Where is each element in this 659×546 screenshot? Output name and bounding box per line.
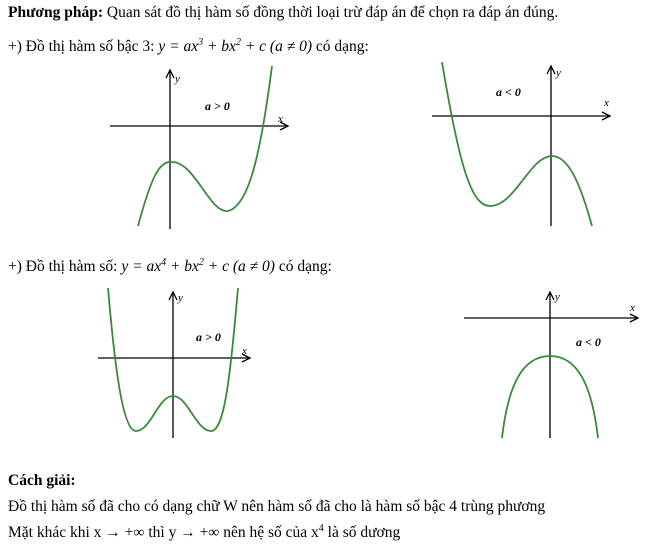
quartic-exp-4: 4 [161, 257, 167, 268]
cubic-exp-2: 2 [235, 37, 241, 48]
quartic-graph-negative [460, 286, 650, 446]
solution-line-2-end: là số dương [323, 524, 401, 541]
y-label: y [555, 291, 560, 303]
method-text: Quan sát đồ thị hàm số đồng thời loại trừ đáp án để chọn ra đáp án đúng. [103, 4, 559, 21]
solution-exp-4: 4 [318, 523, 324, 534]
solution-line-2 [8, 524, 400, 542]
cubic-exp-3: 3 [198, 37, 204, 48]
quartic-formula-part: + bx [166, 258, 199, 275]
quartic-formula [121, 258, 275, 275]
condition-label: a < 0 [576, 335, 601, 349]
y-label: y [556, 67, 561, 79]
quartic-formula-part: + c (a ≠ 0) [203, 258, 275, 275]
condition-label: a < 0 [496, 85, 521, 99]
cubic-intro: +) Đồ thị hàm số bậc 3: [8, 38, 155, 55]
cubic-graph-negative [430, 60, 630, 230]
method-line [8, 4, 558, 22]
condition-label: a > 0 [196, 330, 221, 344]
quartic-intro: +) Đồ thị hàm số: [8, 258, 118, 275]
y-label: y [178, 292, 183, 304]
solution-line-2-text: Mặt khác khi x → +∞ thì y → +∞ nên hệ số của x [8, 524, 319, 541]
cubic-graph-positive [100, 64, 300, 234]
cubic-formula-part: + bx [203, 38, 236, 55]
quartic-intro-line [8, 258, 332, 276]
x-label: x [630, 302, 635, 314]
x-label: x [604, 97, 609, 109]
quartic-suffix: có dạng: [274, 258, 332, 275]
cubic-suffix: có dạng: [311, 38, 369, 55]
solution-line-1: Đồ thị hàm số đã cho có dạng chữ W nên hàm số đã cho là hàm số bậc 4 trùng phương [8, 498, 546, 515]
method-label: Phương pháp: [8, 4, 103, 21]
cubic-formula-part: y = ax [158, 38, 199, 55]
solution-label: Cách giải: [8, 472, 76, 489]
x-label: x [278, 113, 283, 125]
cubic-formula [158, 38, 312, 55]
quartic-formula-part: y = ax [121, 258, 162, 275]
condition-label: a > 0 [205, 99, 230, 113]
cubic-formula-part: + c (a ≠ 0) [240, 38, 312, 55]
y-label: y [175, 73, 180, 85]
quartic-graph-positive [96, 286, 266, 446]
x-label: x [242, 345, 247, 357]
cubic-intro-line [8, 38, 369, 56]
cubic-curve [138, 66, 272, 226]
quartic-exp-2: 2 [198, 257, 204, 268]
